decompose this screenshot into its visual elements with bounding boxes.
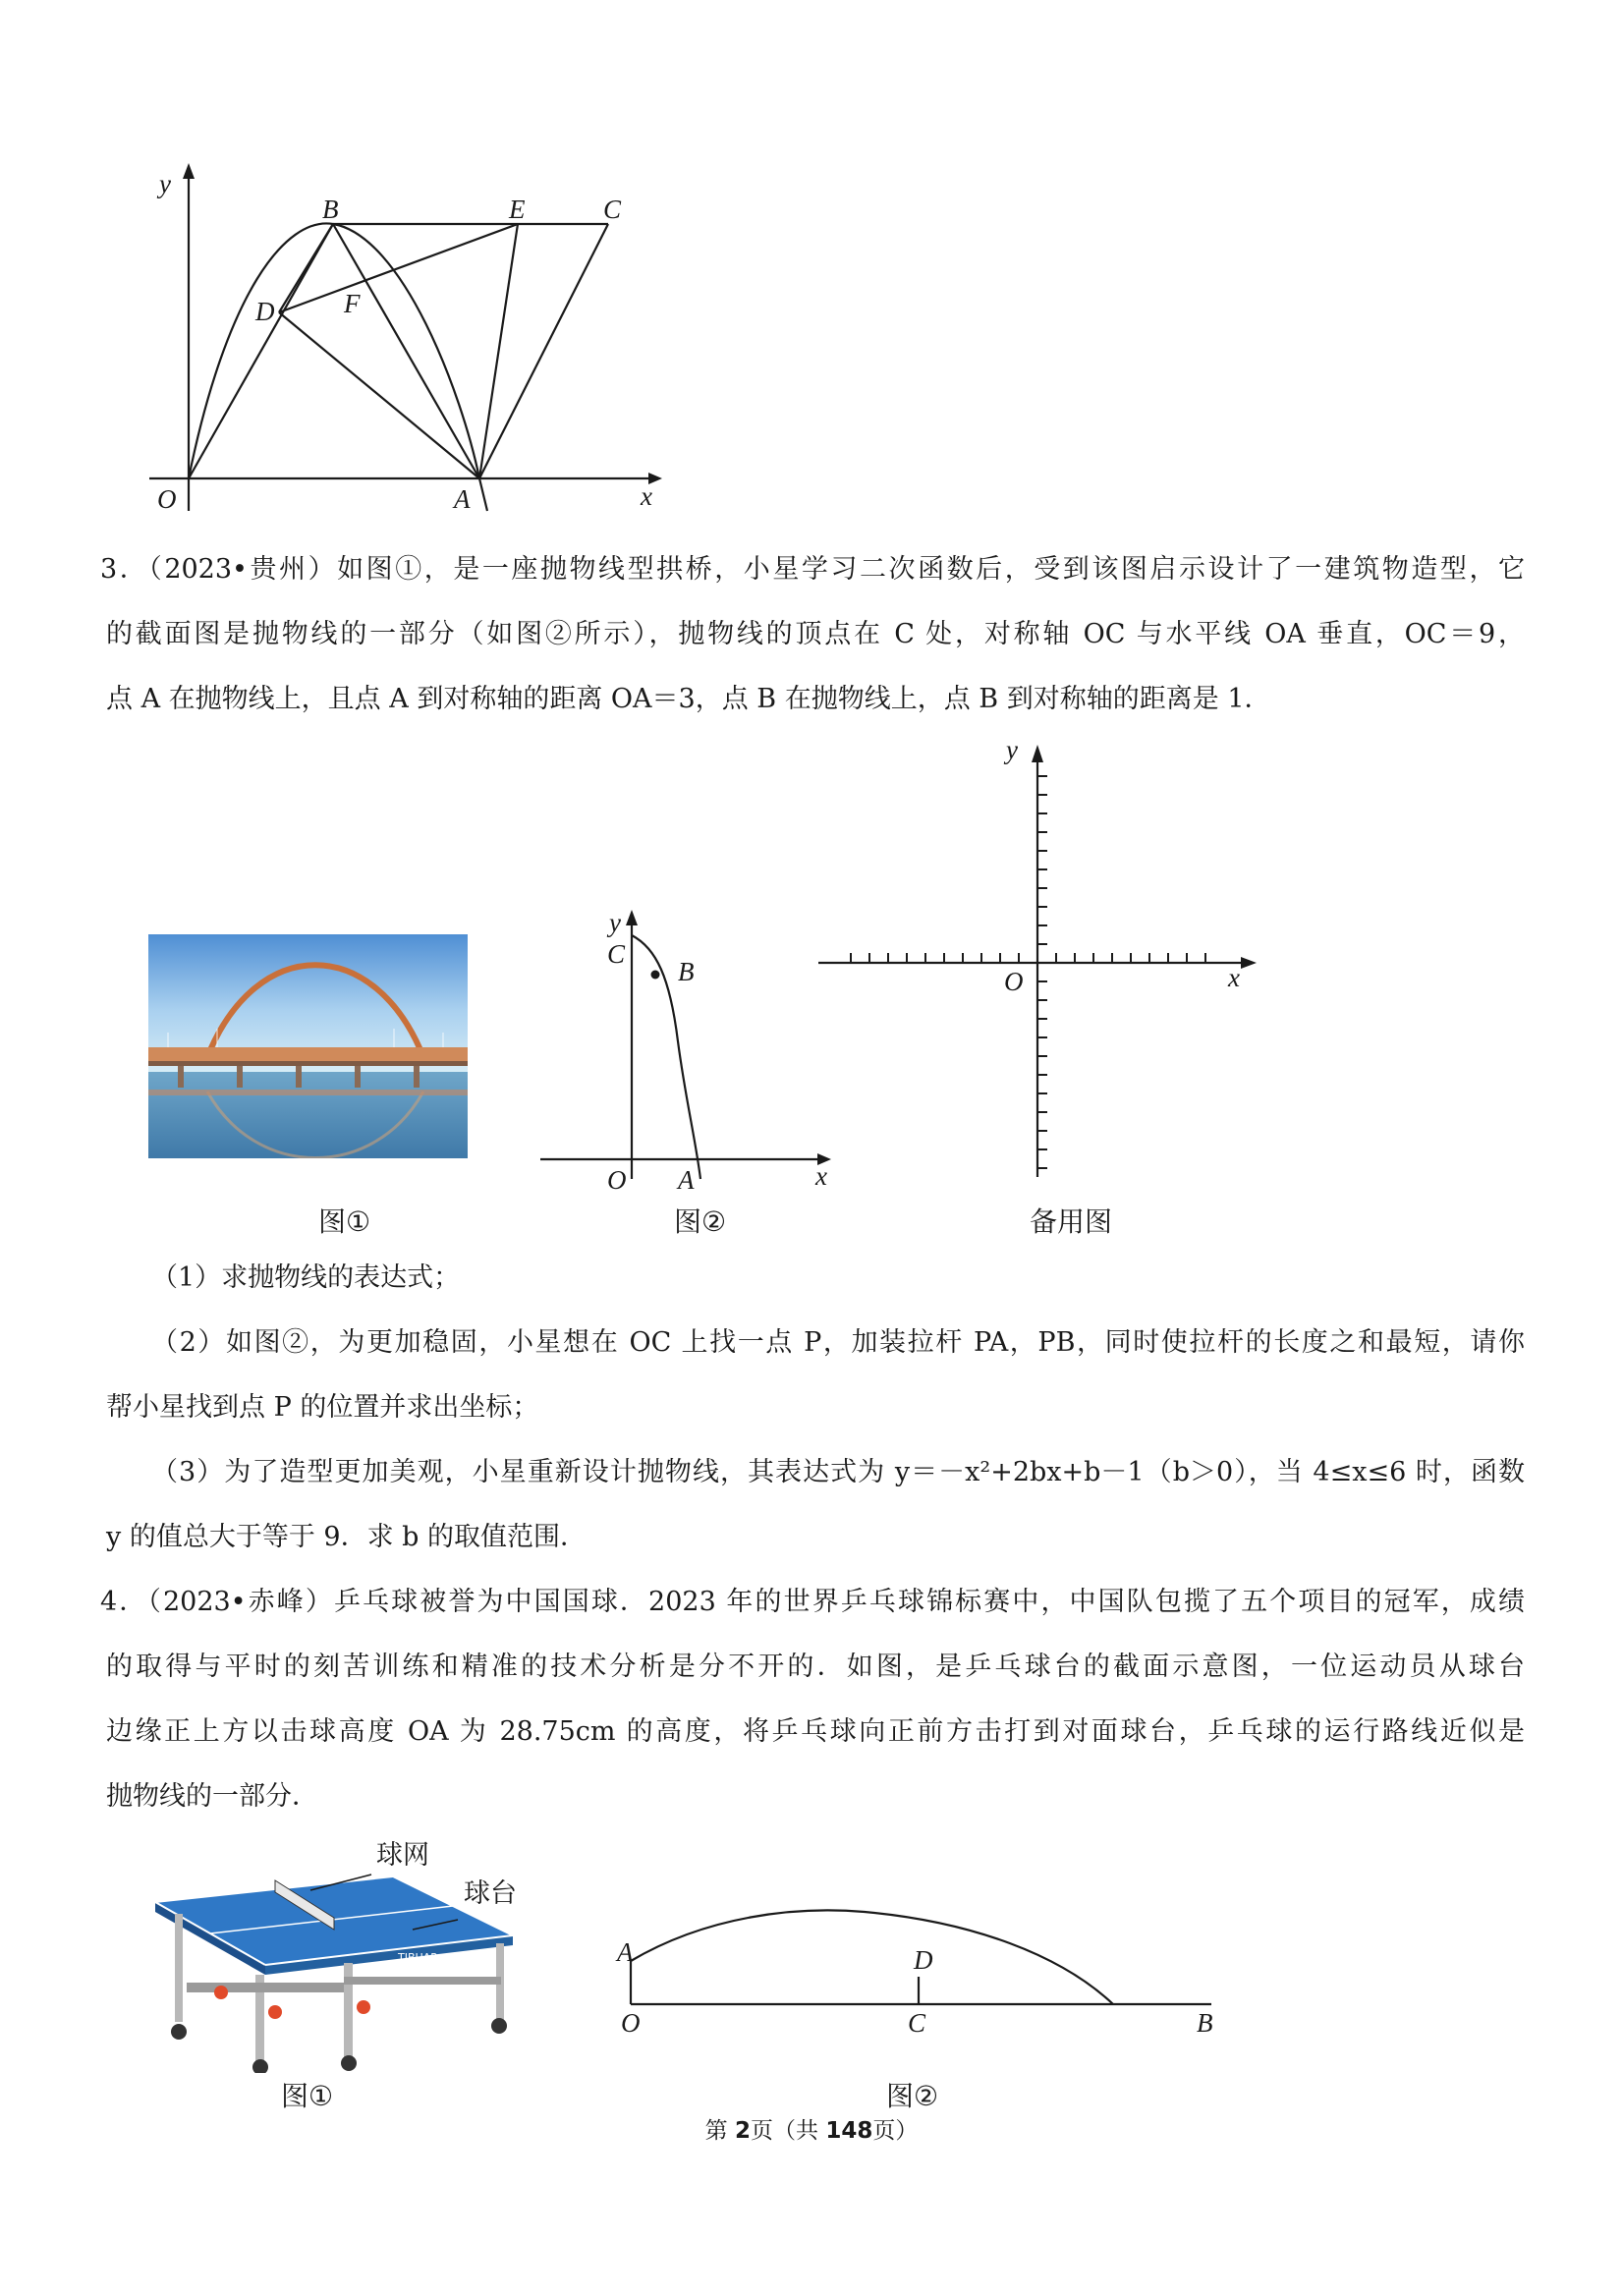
q3-fig2-label-o: O xyxy=(607,1165,627,1195)
footer-mid: 页（共 xyxy=(751,2118,826,2144)
q3-fig1-caption: 图① xyxy=(318,1205,371,1238)
top-fig-label-c: C xyxy=(603,195,622,224)
q3-spare-label-x: x xyxy=(1228,963,1240,992)
q3-sub-3: （3）为了造型更加美观，小星重新设计抛物线，其表达式为 y＝－x²+2bx+b－1（b＞0），当 4≤x≤6 时，函数 xyxy=(151,1457,1525,1487)
top-fig-label-a: A xyxy=(454,484,471,514)
q3-spare-label-o: O xyxy=(1004,967,1024,996)
top-fig-label-b: B xyxy=(322,195,339,224)
q4-line-2: 的取得与平时的刻苦训练和精准的技术分析是分不开的．如图，是乒乓球台的截面示意图，一位运动员从球台 xyxy=(106,1652,1525,1682)
q4-line-3: 边缘正上方以击球高度 OA 为 28.75cm 的高度，将乒乓球向正前方击打到对面球台，乒乓球的运行路线近似是 xyxy=(106,1716,1525,1747)
q3-spare-label-y: y xyxy=(1006,735,1018,764)
footer-suffix: 页） xyxy=(872,2118,919,2144)
top-fig-label-x: x xyxy=(641,481,652,511)
photo-brand-text: TIBHAR xyxy=(398,1951,438,1964)
q3-fig2-label-c: C xyxy=(607,939,626,969)
q3-line-2: 的截面图是抛物线的一部分（如图②所示），抛物线的顶点在 C 处，对称轴 OC 与水平线 OA 垂直，OC＝9， xyxy=(106,619,1525,649)
q3-fig2-caption: 图② xyxy=(674,1205,727,1238)
q4-fig1-caption: 图① xyxy=(281,2080,334,2112)
q4-fig2-label-a: A xyxy=(617,1937,634,1967)
footer-page-number: 2 xyxy=(734,2118,751,2144)
q3-fig2-label-y: y xyxy=(609,908,621,937)
q4-line-1: 4．（2023•赤峰）乒乓球被誉为中国国球．2023 年的世界乒乓球锦标赛中，中国队包揽了五个项目的冠军，成绩 xyxy=(100,1587,1525,1617)
q3-fig2-label-x: x xyxy=(815,1161,827,1191)
q4-fig2-label-c: C xyxy=(908,2008,926,2038)
top-fig-label-f: F xyxy=(344,289,361,318)
q3-line-1: 3．（2023•贵州）如图①，是一座抛物线型拱桥，小星学习二次函数后，受到该图启示设计了一建筑物造型，它 xyxy=(100,554,1525,585)
q3-fig2-label-b: B xyxy=(678,957,695,986)
top-fig-label-o: O xyxy=(157,484,177,514)
top-fig-label-d: D xyxy=(255,297,275,326)
q3-sub-2-cont: 帮小星找到点 P 的位置并求出坐标； xyxy=(106,1392,539,1423)
top-fig-label-y: y xyxy=(159,169,171,198)
q4-fig2-label-d: D xyxy=(914,1945,933,1975)
q4-fig2-label-b: B xyxy=(1197,2008,1213,2038)
page-footer xyxy=(0,2112,1623,2145)
q3-fig2-label-a: A xyxy=(678,1165,695,1195)
q3-sub-2: （2）如图②，为更加稳固，小星想在 OC 上找一点 P，加装拉杆 PA，PB，同时使拉杆的长度之和最短，请你 xyxy=(151,1327,1525,1358)
q3-spare-caption: 备用图 xyxy=(1030,1205,1113,1238)
q4-photo-label-net: 球网 xyxy=(376,1840,429,1871)
q4-line-4: 抛物线的一部分． xyxy=(106,1781,318,1812)
footer-total-pages: 148 xyxy=(825,2118,873,2144)
q3-sub-3-cont: y 的值总大于等于 9．求 b 的取值范围． xyxy=(106,1522,588,1552)
q4-photo-label-table: 球台 xyxy=(464,1878,517,1909)
footer-prefix: 第 xyxy=(704,2118,735,2144)
q4-fig2-label-o: O xyxy=(621,2008,641,2038)
q4-fig2-caption: 图② xyxy=(886,2080,939,2112)
top-fig-label-e: E xyxy=(509,195,526,224)
q3-sub-1: （1）求抛物线的表达式； xyxy=(151,1262,461,1293)
q3-line-3: 点 A 在抛物线上，且点 A 到对称轴的距离 OA＝3，点 B 在抛物线上，点 B 到对称轴的距离是 1． xyxy=(106,684,1271,714)
